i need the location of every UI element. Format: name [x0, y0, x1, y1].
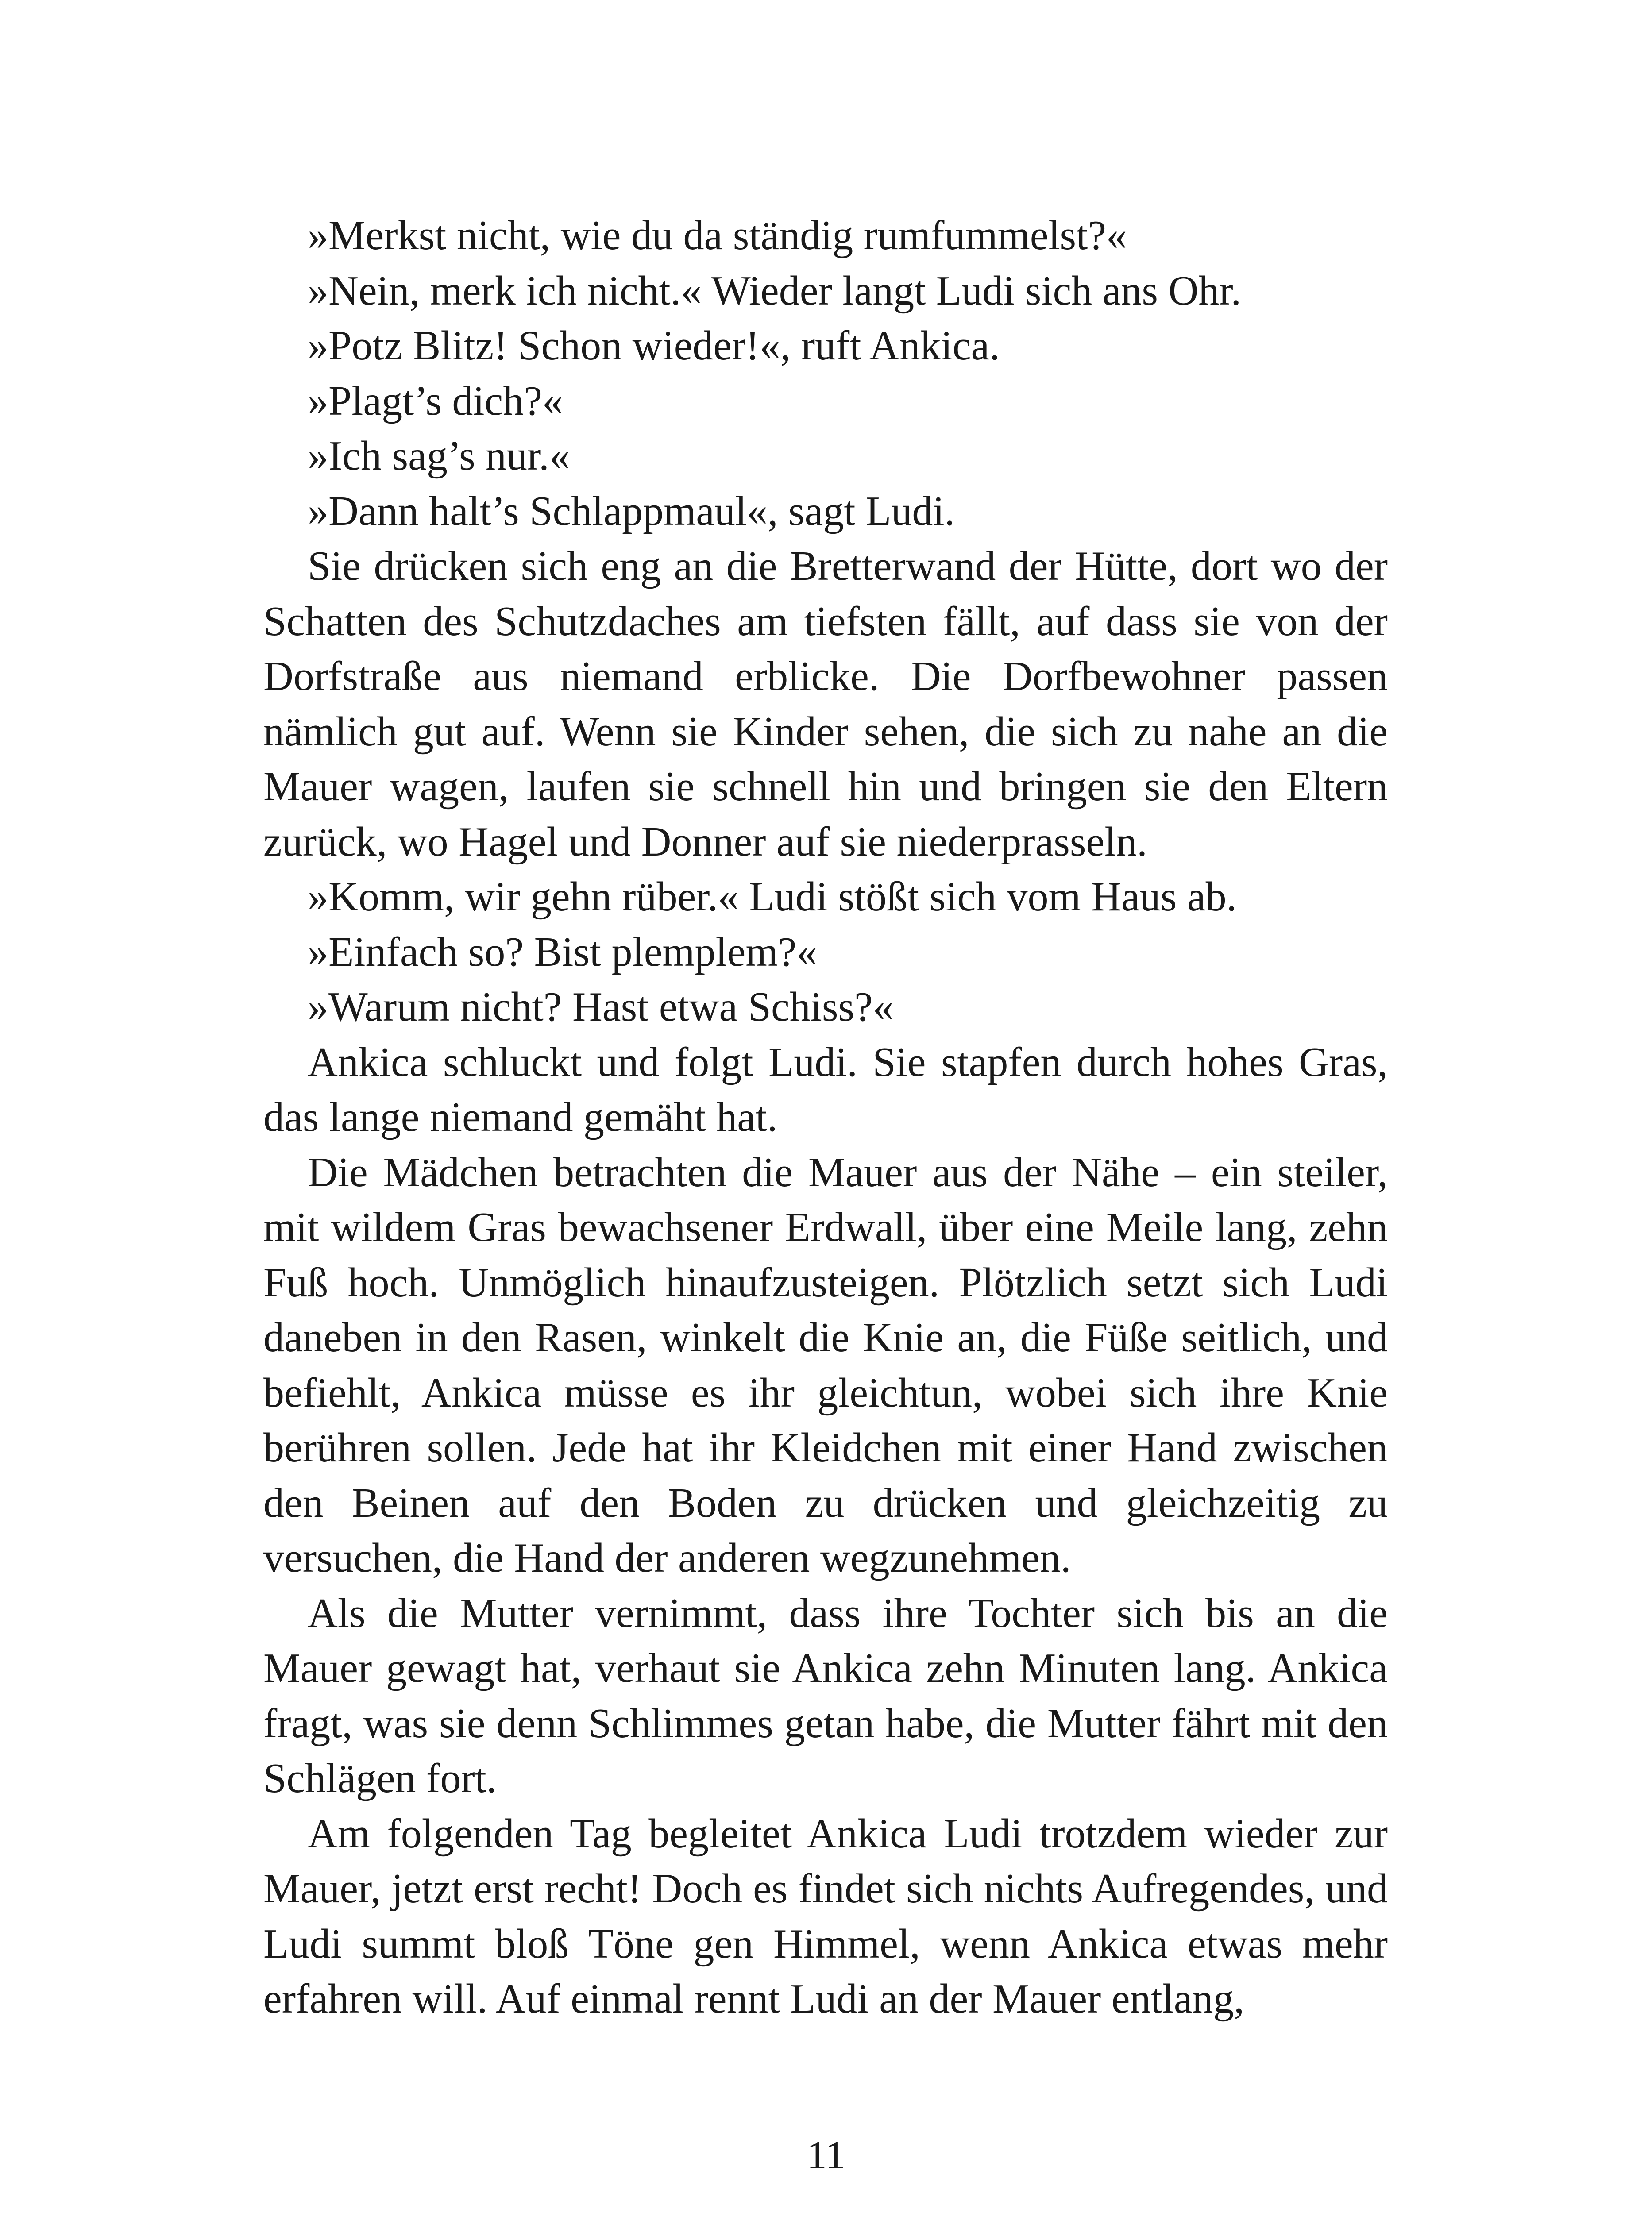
paragraph: Ankica schluckt und folgt Ludi. Sie stapfen durch hohes Gras, das lange niemand gemäht hat.	[263, 1039, 1388, 1140]
paragraph: Sie drücken sich eng an die Bretterwand der Hütte, dort wo der Schatten des Schutzdaches am tiefsten fällt, auf dass sie von der Dorfstraße aus niemand erblicke. Die Dorfbewohner passen nämlich gut auf. Wenn sie Kinder sehen, die sich zu nahe an die Mauer wagen, laufen sie schnell hin und bringen sie den Eltern zurück, wo Hagel und Donner auf sie niederprasseln.	[263, 543, 1388, 865]
page-number: 11	[807, 2133, 845, 2177]
paragraph: Am folgenden Tag begleitet Ankica Ludi trotzdem wieder zur Mauer, jetzt erst recht! Doch es findet sich nichts Aufregendes, und Ludi summt bloß Töne gen Himmel, wenn Ankica etwas mehr erfahren will. Auf einmal rennt Ludi an der Mauer entlang,	[263, 1810, 1388, 2022]
dialogue-line: »Warum nicht? Hast etwa Schiss?«	[308, 984, 894, 1030]
dialogue-line: »Merkst nicht, wie du da ständig rumfummelst?«	[308, 212, 1127, 258]
dialogue-line: »Plagt’s dich?«	[308, 378, 563, 424]
paragraph: Die Mädchen betrachten die Mauer aus der Nähe – ein steiler, mit wildem Gras bewachsener Erdwall, über eine Meile lang, zehn Fuß hoch. Unmöglich hinaufzusteigen. Plötzlich setzt sich Ludi daneben in den Rasen, winkelt die Knie an, die Füße seitlich, und befiehlt, Ankica müsse es ihr gleichtun, wobei sich ihre Knie berühren sollen. Jede hat ihr Kleidchen mit einer Hand zwischen den Beinen auf den Boden zu drücken und gleichzeitig zu versuchen, die Hand der anderen wegzunehmen.	[263, 1149, 1388, 1581]
dialogue-line: »Einfach so? Bist plemplem?«	[308, 929, 818, 975]
paragraph: Als die Mutter vernimmt, dass ihre Tochter sich bis an die Mauer gewagt hat, verhaut sie Ankica zehn Minuten lang. Ankica fragt, was sie denn Schlimmes getan habe, die Mutter fährt mit den Schlägen fort.	[263, 1590, 1388, 1801]
body-text	[263, 208, 1388, 2027]
dialogue-line: »Potz Blitz! Schon wieder!«, ruft Ankica.	[308, 323, 1000, 369]
dialogue-line: »Nein, merk ich nicht.« Wieder langt Ludi sich ans Ohr.	[308, 267, 1241, 314]
dialogue-line: »Komm, wir gehn rüber.« Ludi stößt sich vom Haus ab.	[308, 874, 1237, 920]
dialogue-line: »Ich sag’s nur.«	[308, 433, 570, 479]
dialogue-line: »Dann halt’s Schlappmaul«, sagt Ludi.	[308, 488, 955, 534]
